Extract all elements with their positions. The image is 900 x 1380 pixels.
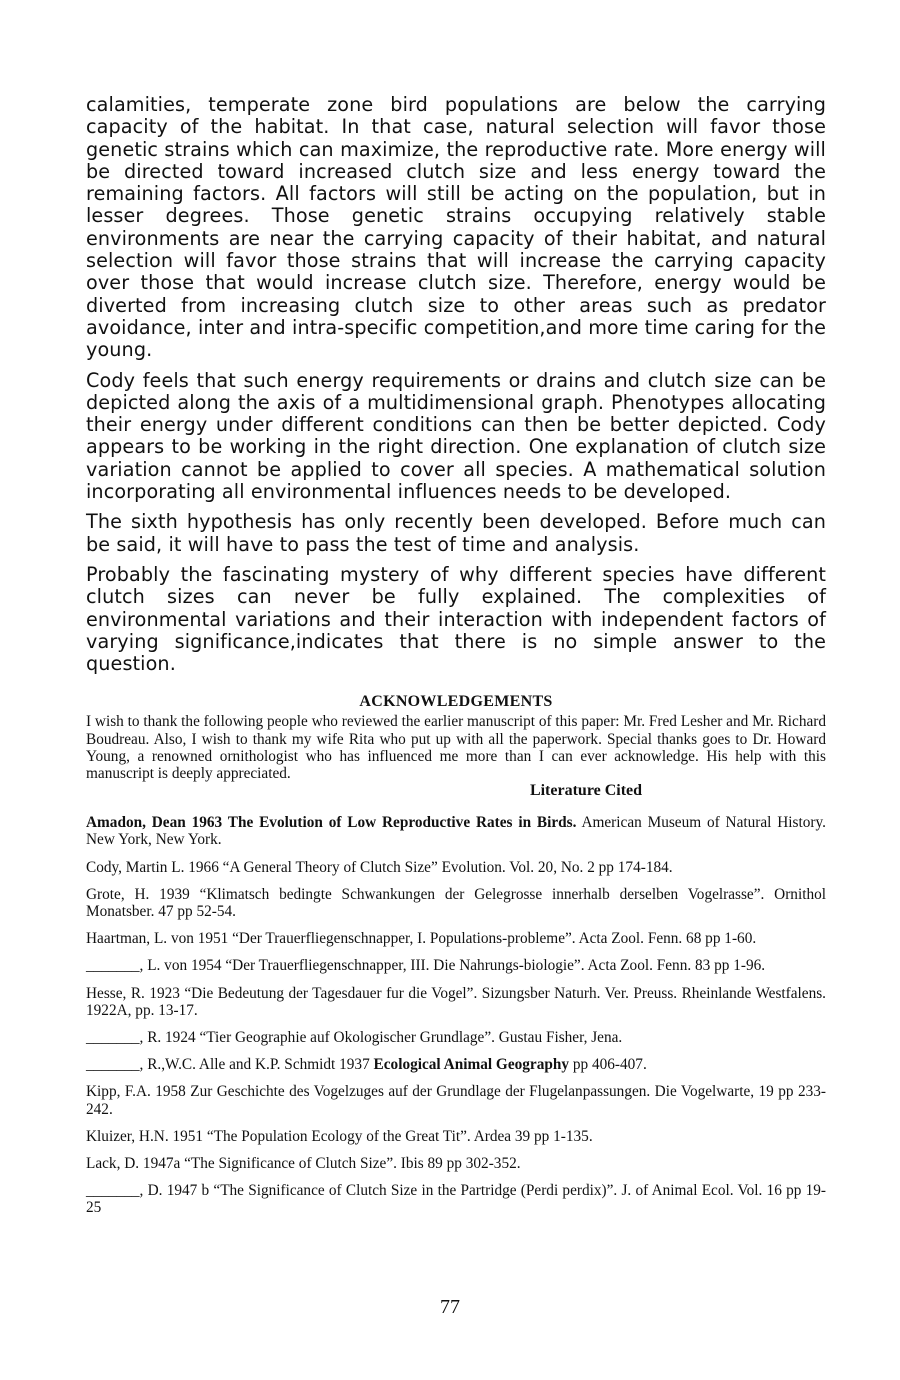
reference-item: Kluizer, H.N. 1951 “The Population Ecology of the Great Tit”. Ardea 39 pp 1-135. bbox=[86, 1127, 593, 1145]
reference-item: Haartman, L. von 1951 “Der Trauerfliegenschnapper, I. Populations-probleme”. Acta Zool. Fenn. 68 pp 1-60. bbox=[86, 930, 757, 948]
reference-item: Cody, Martin L. 1966 “A General Theory of Clutch Size” Evolution. Vol. 20, No. 2 pp 174-184. bbox=[86, 858, 673, 876]
reference-bold: Ecological Animal Geography bbox=[373, 1056, 570, 1074]
reference-item: _______, R. 1924 “Tier Geographie auf Okologischer Grundlage”. Gustau Fisher, Jena. bbox=[86, 1029, 623, 1047]
reference-item: _______, L. von 1954 “Der Trauerfliegenschnapper, III. Die Nahrungs-biologie”. Acta Zool. Fenn. 83 pp 1-96. bbox=[86, 957, 766, 975]
body-paragraph-3: The sixth hypothesis has only recently been developed. Before much can be said, it will have to pass the test of time and analysis. bbox=[86, 510, 826, 556]
body-paragraph-1: calamities, temperate zone bird populations are below the carrying capacity of the habitat. In that case, natural selection will favor those genetic strains which can maximize, the reproductive rate. More energy will be directed toward increased clutch size and less energy toward the remaining factors. All factors will still be acting on the population, but in lesser degrees. Those genetic strains occupying relatively stable environments are near the carrying capacity of their habitat, and natural selection will favor those strains that will increase the carrying capacity over those that would increase clutch size. Therefore, energy would be diverted from increasing clutch size to other areas such as predator avoidance, inter and intra-specific competition,and more time caring for the young. bbox=[86, 93, 826, 362]
literature-cited-heading: Literature Cited bbox=[529, 782, 643, 800]
reference-item: _______, D. 1947 b “The Significance of Clutch Size in the Partridge (Perdi perdix)”. J. of Animal Ecol. Vol. 16 pp 19-25 bbox=[86, 1182, 826, 1217]
reference-bold: Amadon, Dean 1963 The Evolution of Low Reproductive Rates in Birds. bbox=[86, 814, 577, 832]
reference-item: Lack, D. 1947a “The Significance of Clutch Size”. Ibis 89 pp 302-352. bbox=[86, 1155, 521, 1173]
body-paragraph-4: Probably the fascinating mystery of why different species have different clutch sizes can never be fully explained. The complexities of environmental variations and their interaction with independent factors of varying significance,indicates that there is no simple answer to the question. bbox=[86, 562, 826, 676]
acknowledgements-text: I wish to thank the following people who reviewed the earlier manuscript of this paper: Mr. Fred Lesher and Mr. Richard Boudreau. Also, I wish to thank my wife Rita who put up with all the paperwork. Special thanks goes to Dr. Howard Young, a renowned ornithologist who has influenced me more than I can ever acknowledge. His help with this manuscript is deeply appreciated. bbox=[86, 713, 827, 783]
reference-text: _______, R.,W.C. Alle and K.P. Schmidt 1937 bbox=[86, 1056, 374, 1074]
reference-item: Kipp, F.A. 1958 Zur Geschichte des Vogelzuges auf der Grundlage der Flugelanpassungen. Die Vogelwarte, 19 pp 233-242. bbox=[86, 1083, 826, 1118]
reference-item: Hesse, R. 1923 “Die Bedeutung der Tagesdauer fur die Vogel”. Sizungsber Naturh. Ver. Preuss. Rheinlande Westfalens. 1922A, pp. 13-17. bbox=[86, 984, 826, 1019]
reference-item: Grote, H. 1939 “Klimatsch bedingte Schwankungen der Gelegrosse innerhalb derselben Vogelrasse”. Ornithol Monatsber. 47 pp 52-54. bbox=[86, 885, 826, 921]
reference-item bbox=[86, 814, 826, 848]
page-content bbox=[86, 94, 826, 1227]
reference-tail: pp 406-407. bbox=[569, 1056, 647, 1074]
reference-item bbox=[86, 1056, 826, 1073]
page-number: 77 bbox=[440, 1296, 460, 1318]
body-paragraph-2: Cody feels that such energy requirements or drains and clutch size can be depicted along the axis of a multidimensional graph. Phenotypes allocating their energy under different conditions can then be better depicted. Cody appears to be working in the right direction. One explanation of clutch size variation cannot be applied to cover all species. A mathematical solution incorporating all environmental influences needs to be developed. bbox=[86, 368, 826, 504]
reference-text: American Museum of Natural History. New York, New York. bbox=[86, 814, 826, 849]
acknowledgements-heading: ACKNOWLEDGEMENTS bbox=[359, 693, 553, 711]
reference-list bbox=[86, 814, 826, 1216]
